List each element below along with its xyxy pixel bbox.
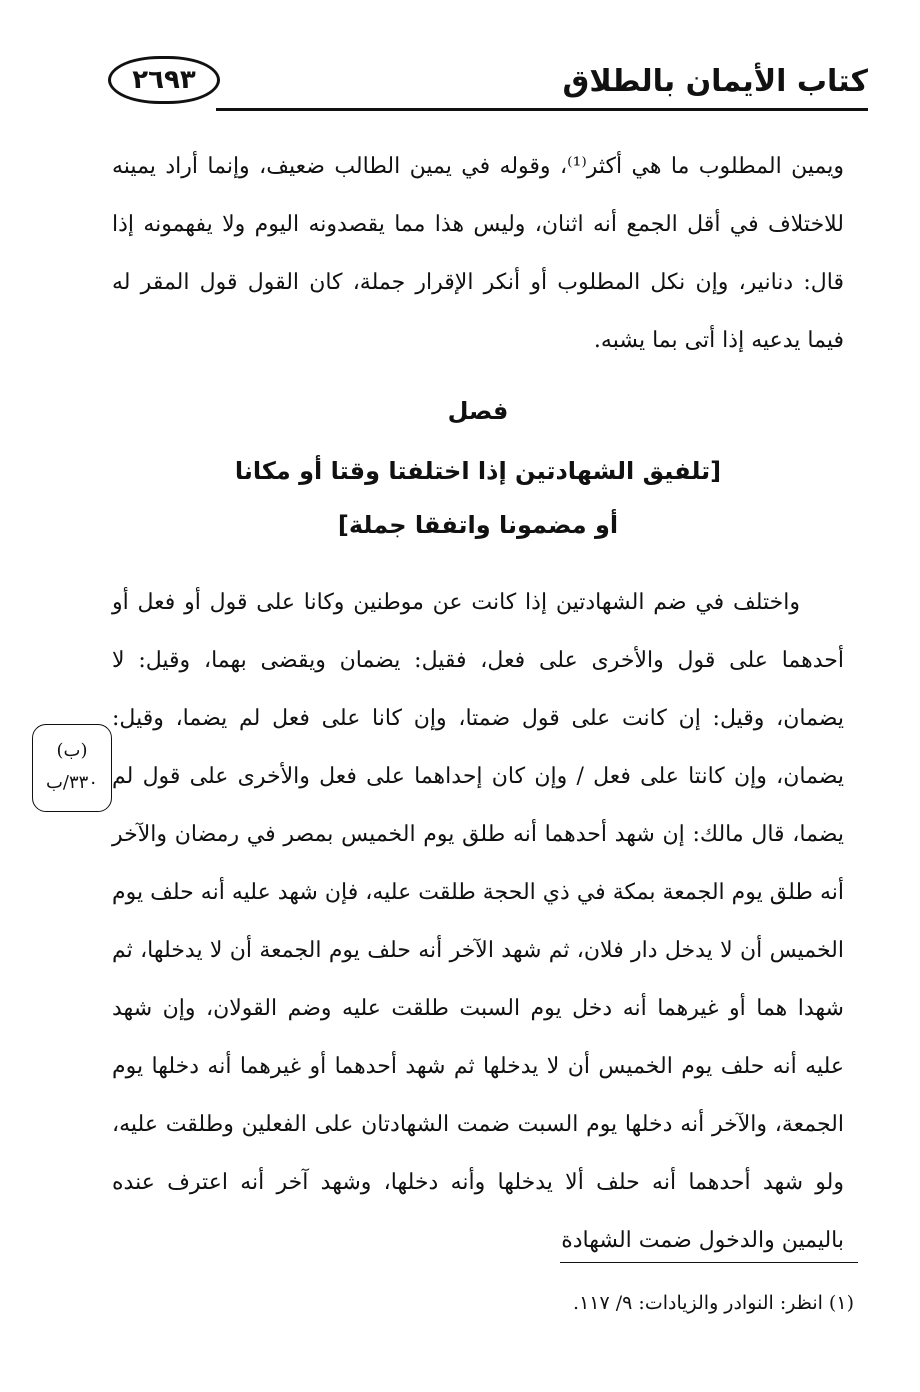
footnote: (١) انظر: النوادر والزيادات: ٩/ ١١٧.	[573, 1292, 854, 1314]
page-header	[108, 52, 868, 114]
section-title-line-2: أو مضمونا واتفقا جملة]	[337, 511, 619, 539]
page-number: ٢٦٩٣	[108, 56, 220, 104]
section-label: فصل	[447, 397, 509, 425]
book-title: كتاب الأيمان بالطلاق	[562, 64, 868, 99]
paragraph-2-text: واختلف في ضم الشهادتين إذا كانت عن موطنين وكانا على قول أو فعل أو أحدهما على قول والأخرى على فعل، فقيل: يضمان ويقضى بهما، وقيل: لا يضمان، وقيل: إن كانت على قول ضمتا، وإن كانا على فعل لم يضما، وقيل: يضمان، وإن كانتا على فعل / وإن كان إحداهما على فعل والأخرى على قول لم يضما، قال مالك: إن شهد أحدهما أنه طلق يوم الخميس بمصر في رمضان والآخر أنه طلق يوم الجمعة بمكة في ذي الحجة طلقت عليه، فإن شهد عليه أنه حلف يوم الخميس أن لا يدخل دار فلان، ثم شهد الآخر أنه حلف يوم الجمعة أن لا يدخلها، ثم شهدا هما أو غيرهما أنه دخل يوم السبت طلقت عليه وضم القولان، وإن شهد عليه أنه حلف يوم الخميس أن لا يدخلها ثم شهد أحدهما أو غيرهما أنه دخلها يوم الجمعة، والآخر أنه دخلها يوم السبت ضمت الشهادتان على الفعلين وطلقت عليه، ولو شهد أحدهما أنه حلف ألا يدخلها وأنه دخلها، وشهد آخر أنه اعترف عنده باليمين والدخول ضمت الشهادة	[112, 590, 844, 1253]
footnote-rule	[560, 1262, 858, 1263]
folio-note-line-1: (ب)	[56, 740, 88, 761]
paragraph-2	[112, 574, 844, 1270]
header-rule	[216, 108, 868, 111]
manuscript-folio-note	[32, 724, 112, 812]
paragraph-1	[112, 138, 844, 370]
section-title-line-1: [تلفيق الشهادتين إذا اختلفتا وقتا أو مكانا	[234, 457, 722, 485]
folio-note-line-2: ٣٣٠/ب	[45, 772, 99, 793]
paragraph-1-text: ويمين المطلوب ما هي أكثر⁽¹⁾، وقوله في يمين الطالب ضعيف، وإنما أراد يمينه للاختلاف في أقل الجمع أنه اثنان، وليس هذا مما يقصدونه اليوم ولا يفهمونه إذا قال: دنانير، وإن نكل المطلوب أو أنكر الإقرار جملة، كان القول قول المقر له فيما يدعيه إذا أتى بما يشبه.	[112, 154, 844, 353]
